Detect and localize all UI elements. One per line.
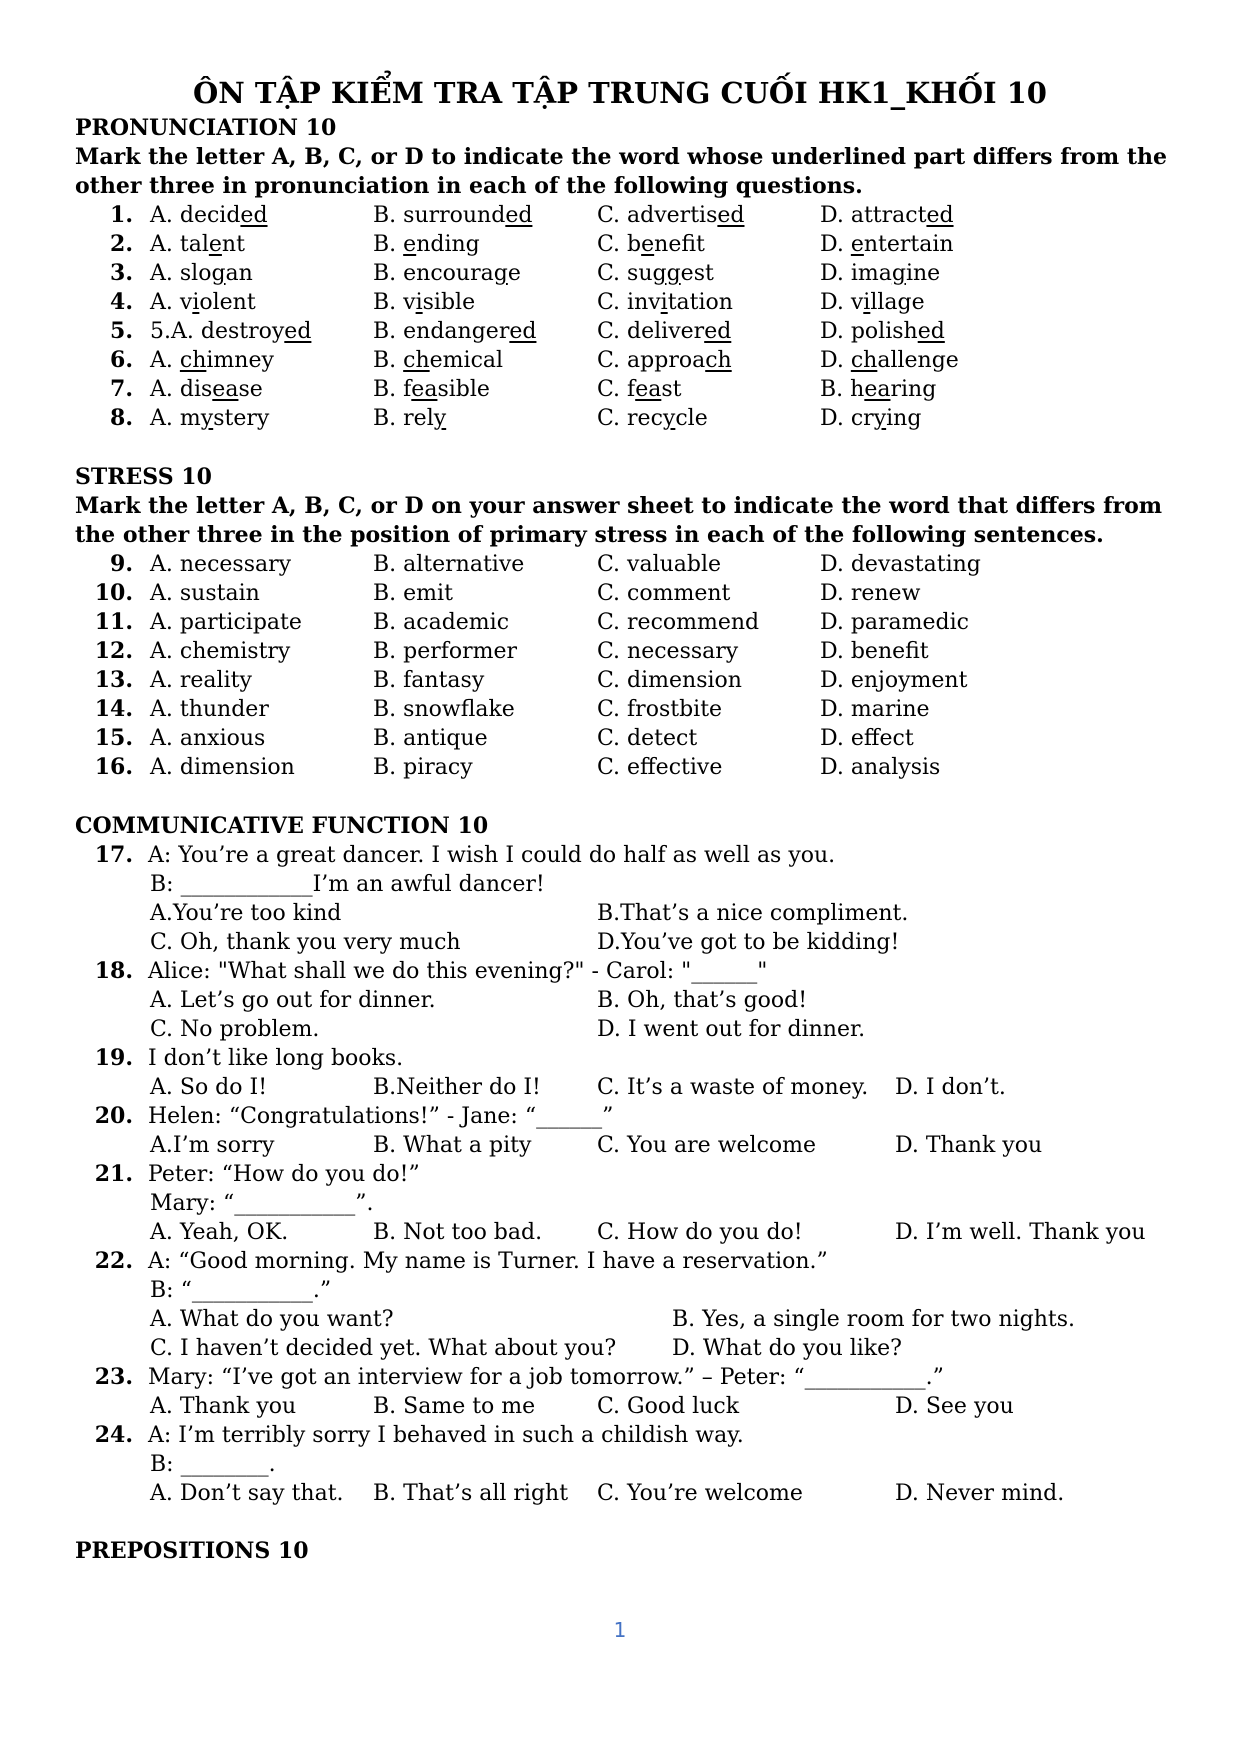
question-number: 8. (110, 405, 133, 431)
underlined-part: ea (635, 377, 662, 402)
question-number: 5. (110, 318, 133, 344)
option-c: C. advertised (597, 203, 745, 228)
page-number: 1 (613, 1618, 627, 1642)
option-c: C. recommend (597, 610, 760, 635)
option-c: C. How do you do! (597, 1220, 803, 1245)
option-b: B. snowflake (373, 697, 515, 722)
question-number: 3. (110, 260, 133, 286)
option-c: C. effective (597, 755, 723, 780)
option-d: D. I went out for dinner. (597, 1017, 866, 1042)
option-d: D. challenge (820, 348, 959, 373)
question-number: 19. (94, 1045, 133, 1071)
option-d: D. crying (820, 406, 922, 431)
underlined-part: ed (926, 203, 954, 228)
question-text: A: I’m terribly sorry I behaved in such a childish way. (148, 1423, 744, 1448)
option-d: D.You’ve got to be kidding! (597, 930, 900, 955)
question-text: A: “Good morning. My name is Turner. I have a reservation.” (148, 1249, 828, 1274)
option-a: A. disease (150, 377, 263, 402)
option-d: D. I’m well. Thank you (895, 1220, 1146, 1245)
question-number: 13. (94, 667, 133, 693)
underlined-part: e (208, 232, 222, 257)
question-text: B: ________. (150, 1452, 276, 1477)
option-d: D. village (820, 290, 925, 315)
option-c: C. No problem. (150, 1017, 320, 1042)
option-b: B. What a pity (373, 1133, 532, 1158)
question-number: 15. (94, 725, 133, 751)
question-17-line2 (0, 870, 1240, 899)
option-c: C. frostbite (597, 697, 723, 722)
pronunciation-heading: PRONUNCIATION 10 (75, 115, 337, 141)
option-b: B. fantasy (373, 668, 485, 693)
option-c: C. It’s a waste of money. (597, 1075, 869, 1100)
stress-heading: STRESS 10 (75, 464, 212, 490)
question-24 (0, 1421, 1240, 1450)
option-a: A. Let’s go out for dinner. (150, 988, 436, 1013)
underlined-part: ch (179, 348, 207, 373)
underlined-part: ed (717, 203, 745, 228)
underlined-part: y (873, 406, 887, 431)
question-number: 12. (94, 638, 133, 664)
option-a: A. necessary (150, 552, 292, 577)
question-text: Mary: “I’ve got an interview for a job tomorrow.” – Peter: “___________.” (148, 1365, 944, 1390)
option-b: B. visible (373, 290, 476, 315)
option-a: A. dimension (150, 755, 295, 780)
question-20-options (0, 1131, 1240, 1160)
option-d: D. See you (895, 1394, 1014, 1419)
question-text: Alice: "What shall we do this evening?" - Carol: "______" (148, 959, 768, 984)
question-number: 17. (94, 842, 133, 868)
underlined-part: e (850, 232, 864, 257)
question-18-options-cd (0, 1015, 1240, 1044)
question-text: B: ____________I’m an awful dancer! (150, 872, 545, 897)
option-d: D. analysis (820, 755, 941, 780)
option-c: C. delivered (597, 319, 732, 344)
stress-question-row (0, 695, 1240, 724)
pronunciation-question-row (0, 404, 1240, 433)
page-title: ÔN TẬP KIỂM TRA TẬP TRUNG CUỐI HK1_KHỐI 10 (193, 76, 1047, 110)
question-21 (0, 1160, 1240, 1189)
question-23 (0, 1363, 1240, 1392)
pronunciation-instruction: Mark the letter A, B, C, or D to indicate the word whose underlined part differs from the other three in pronunciation in each of the following questions. (75, 144, 1168, 199)
question-number: 1. (110, 202, 133, 228)
option-a: A. Yeah, OK. (150, 1220, 289, 1245)
option-c: C. comment (597, 581, 731, 606)
underlined-part: i (192, 290, 200, 315)
option-d: D. devastating (820, 552, 981, 577)
underlined-part: g (891, 261, 906, 286)
question-number: 11. (94, 609, 133, 635)
underlined-part: ch (403, 348, 430, 373)
stress-question-row (0, 608, 1240, 637)
question-19 (0, 1044, 1240, 1073)
option-a: A. decided (150, 203, 268, 228)
communicative-heading: COMMUNICATIVE FUNCTION 10 (75, 813, 489, 839)
option-b: B. Yes, a single room for two nights. (672, 1307, 1076, 1332)
underlined-part: g (493, 261, 508, 286)
question-19-options (0, 1073, 1240, 1102)
option-b: B.Neither do I! (373, 1075, 541, 1100)
option-c: C. dimension (597, 668, 742, 693)
option-c: C. recycle (597, 406, 708, 431)
underlined-part: ea (864, 377, 891, 402)
option-c: C. valuable (597, 552, 722, 577)
option-d: D. marine (820, 697, 930, 722)
option-b: B. emit (373, 581, 453, 606)
option-b: B. ending (373, 232, 480, 257)
option-b: B. antique (373, 726, 488, 751)
question-number: 7. (110, 376, 133, 402)
underlined-part: e (403, 232, 417, 257)
option-b: B. alternative (373, 552, 525, 577)
option-c: C. benefit (597, 232, 705, 257)
option-b: B.That’s a nice compliment. (597, 901, 909, 926)
underlined-part: gg (652, 261, 681, 286)
question-number: 18. (94, 958, 133, 984)
stress-instruction: Mark the letter A, B, C, or D on your answer sheet to indicate the word that differs from the other three in the position of primary stress in each of the following sentences. (75, 493, 1163, 548)
question-18-options-ab (0, 986, 1240, 1015)
option-c: C. You’re welcome (597, 1481, 803, 1506)
question-text: Mary: “___________”. (150, 1191, 374, 1216)
option-d: D. renew (820, 581, 921, 606)
option-a: A. talent (150, 232, 245, 257)
option-b: B. piracy (373, 755, 473, 780)
option-a: 5.A. destroyed (150, 319, 312, 344)
option-d: D. Never mind. (895, 1481, 1065, 1506)
underlined-part: ed (284, 319, 312, 344)
option-a: A. anxious (150, 726, 266, 751)
option-a: A. violent (150, 290, 256, 315)
option-a: A. participate (150, 610, 302, 635)
question-number: 24. (94, 1422, 133, 1448)
question-22-options-ab (0, 1305, 1240, 1334)
option-d: D. What do you like? (672, 1336, 902, 1361)
underlined-part: ch (850, 348, 878, 373)
question-18 (0, 957, 1240, 986)
question-text: I don’t like long books. (148, 1046, 404, 1071)
stress-question-row (0, 637, 1240, 666)
option-a: A. slogan (150, 261, 253, 286)
option-b: B. academic (373, 610, 510, 635)
underlined-part: i (415, 290, 423, 315)
question-text: Helen: “Congratulations!” - Jane: “______” (148, 1104, 614, 1129)
underlined-part: y (200, 406, 214, 431)
pronunciation-question-row (0, 375, 1240, 404)
question-number: 2. (110, 231, 133, 257)
question-number: 14. (94, 696, 133, 722)
option-d: B. hearing (820, 377, 937, 402)
option-a: A. chemistry (150, 639, 291, 664)
option-a: A. thunder (150, 697, 269, 722)
question-number: 16. (94, 754, 133, 780)
pronunciation-question-row (0, 201, 1240, 230)
stress-question-row (0, 579, 1240, 608)
underlined-part: ed (917, 319, 945, 344)
option-c: C. suggest (597, 261, 714, 286)
option-a: A.I’m sorry (150, 1133, 275, 1158)
underlined-part: e (641, 232, 655, 257)
question-22-options-cd (0, 1334, 1240, 1363)
option-b: B. That’s all right (373, 1481, 569, 1506)
option-d: D. attracted (820, 203, 954, 228)
option-b: B. rely (373, 406, 447, 431)
underlined-part: ed (505, 203, 533, 228)
option-c: C. necessary (597, 639, 739, 664)
question-text: A: You’re a great dancer. I wish I could do half as well as you. (148, 843, 836, 868)
underlined-part: ed (509, 319, 537, 344)
stress-question-row (0, 724, 1240, 753)
question-number: 21. (94, 1161, 133, 1187)
underlined-part: g (211, 261, 226, 286)
option-c: C. detect (597, 726, 698, 751)
stress-question-row (0, 666, 1240, 695)
option-d: D. entertain (820, 232, 954, 257)
underlined-part: ed (240, 203, 268, 228)
option-c: C. You are welcome (597, 1133, 817, 1158)
option-c: C. Good luck (597, 1394, 740, 1419)
option-a: A. sustain (150, 581, 260, 606)
option-c: C. feast (597, 377, 682, 402)
question-22-line2 (0, 1276, 1240, 1305)
underlined-part: i (660, 290, 668, 315)
option-d: D. polished (820, 319, 945, 344)
option-b: B. surrounded (373, 203, 533, 228)
question-number: 10. (94, 580, 133, 606)
question-23-options (0, 1392, 1240, 1421)
option-a: A. chimney (150, 348, 274, 373)
question-21-line2 (0, 1189, 1240, 1218)
underlined-part: ea (212, 377, 239, 402)
option-d: D. enjoyment (820, 668, 968, 693)
option-a: A. reality (150, 668, 252, 693)
question-24-options (0, 1479, 1240, 1508)
option-d: D. I don’t. (895, 1075, 1006, 1100)
question-number: 22. (94, 1248, 133, 1274)
pronunciation-question-row (0, 346, 1240, 375)
question-20 (0, 1102, 1240, 1131)
option-a: A.You’re too kind (150, 901, 342, 926)
underlined-part: y (662, 406, 676, 431)
option-c: C. Oh, thank you very much (150, 930, 461, 955)
underlined-part: ch (705, 348, 732, 373)
question-21-options (0, 1218, 1240, 1247)
option-d: D. paramedic (820, 610, 969, 635)
option-c: C. invitation (597, 290, 733, 315)
question-17-options-cd (0, 928, 1240, 957)
option-d: D. Thank you (895, 1133, 1043, 1158)
question-number: 23. (94, 1364, 133, 1390)
question-24-line2 (0, 1450, 1240, 1479)
question-22 (0, 1247, 1240, 1276)
option-d: D. benefit (820, 639, 929, 664)
question-text: B: “___________.” (150, 1278, 332, 1303)
question-number: 6. (110, 347, 133, 373)
option-b: B. performer (373, 639, 518, 664)
option-b: B. Same to me (373, 1394, 536, 1419)
option-c: C. I haven’t decided yet. What about you? (150, 1336, 617, 1361)
option-a: A. So do I! (150, 1075, 268, 1100)
question-17 (0, 841, 1240, 870)
question-number: 20. (94, 1103, 133, 1129)
question-number: 4. (110, 289, 133, 315)
question-number: 9. (110, 551, 133, 577)
option-a: A. Thank you (150, 1394, 297, 1419)
question-text: Peter: “How do you do!” (148, 1162, 420, 1187)
option-b: B. endangered (373, 319, 537, 344)
underlined-part: y (433, 406, 447, 431)
pronunciation-question-row (0, 259, 1240, 288)
question-17-options-ab (0, 899, 1240, 928)
pronunciation-question-row (0, 230, 1240, 259)
option-c: C. approach (597, 348, 732, 373)
pronunciation-question-row (0, 317, 1240, 346)
option-b: B. feasible (373, 377, 490, 402)
pronunciation-question-row (0, 288, 1240, 317)
underlined-part: i (863, 290, 871, 315)
option-a: A. Don’t say that. (150, 1481, 344, 1506)
option-d: D. imagine (820, 261, 941, 286)
stress-question-row (0, 550, 1240, 579)
prepositions-heading: PREPOSITIONS 10 (75, 1538, 309, 1564)
option-d: D. effect (820, 726, 914, 751)
option-a: A. mystery (150, 406, 270, 431)
option-b: B. chemical (373, 348, 504, 373)
underlined-part: ea (411, 377, 438, 402)
option-a: A. What do you want? (150, 1307, 394, 1332)
stress-question-row (0, 753, 1240, 782)
option-b: B. Not too bad. (373, 1220, 543, 1245)
option-b: B. Oh, that’s good! (597, 988, 808, 1013)
underlined-part: ed (704, 319, 732, 344)
option-b: B. encourage (373, 261, 521, 286)
